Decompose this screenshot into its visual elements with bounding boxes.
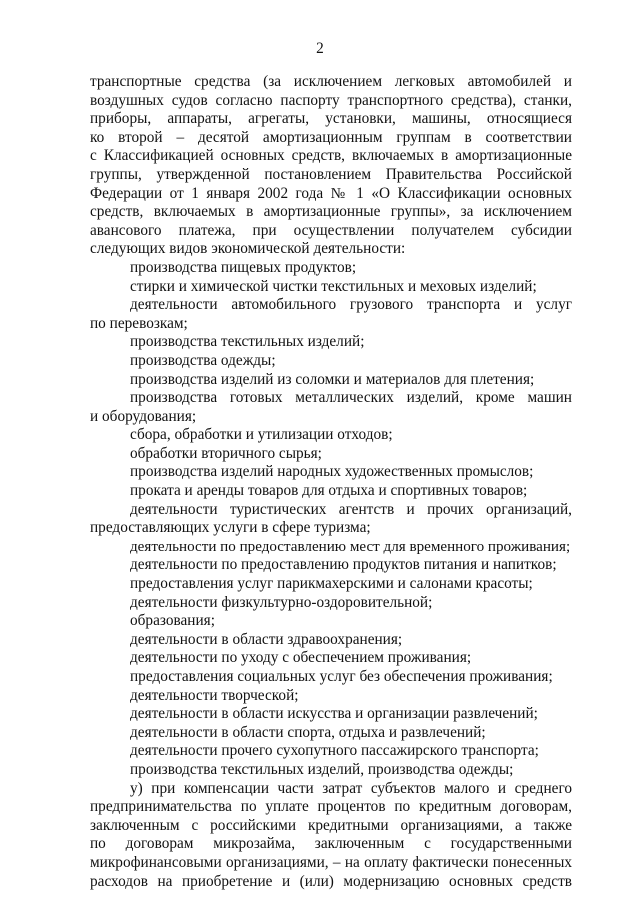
text-line: деятельности по предоставлению мест для временного проживания;	[130, 538, 571, 555]
text-line: проката и аренды товаров для отдыха и спортивных товаров;	[130, 482, 528, 500]
page-number: 2	[316, 40, 324, 57]
text-line: предоставляющих услуги в сфере туризма;	[90, 519, 371, 537]
text-line: деятельности по уходу с обеспечением проживания;	[130, 649, 472, 667]
text-line: деятельности творческой;	[130, 686, 299, 704]
text-line: заключенным с российскими кредитными организациями, а также	[90, 816, 572, 834]
text-line: авансового платежа, при осуществлении получателем субсидии	[90, 221, 572, 239]
text-line: производства одежды;	[130, 351, 276, 369]
text-line: с Классификацией основных средств, включаемых в амортизационные	[90, 147, 572, 165]
text-line: сбора, обработки и утилизации отходов;	[130, 426, 393, 444]
text-line: следующих видов экономической деятельности:	[90, 240, 406, 258]
text-line: производства изделий народных художественных промыслов;	[130, 463, 534, 481]
text-line: деятельности по предоставлению продуктов питания и напитков;	[130, 556, 557, 574]
text-line: деятельности физкультурно-оздоровительной;	[130, 593, 433, 611]
text-line: предоставления услуг парикмахерскими и салонами красоты;	[130, 575, 533, 593]
text-line: деятельности туристических агентств и прочих организаций,	[130, 500, 572, 518]
text-line: деятельности в области здравоохранения;	[130, 630, 403, 648]
text-line: воздушных судов согласно паспорту транспортного средства), станки,	[90, 91, 572, 109]
text-line: производства готовых металлических изделий, кроме машин	[130, 389, 572, 407]
text-line: расходов на приобретение и (или) модернизацию основных средств	[90, 872, 572, 890]
text-line: деятельности автомобильного грузового транспорта и услуг	[130, 296, 572, 314]
text-line: деятельности прочего сухопутного пассажирского транспорта;	[130, 742, 539, 760]
text-line: образования;	[130, 612, 215, 630]
text-line: по договорам микрозайма, заключенным с государственными	[90, 835, 572, 853]
text-line: средств, включаемых в амортизационные группы», за исключением	[90, 203, 572, 221]
text-line: у) при компенсации части затрат субъектов малого и среднего	[130, 779, 572, 797]
text-line: предпринимательства по уплате процентов по кредитным договорам,	[90, 798, 572, 816]
text-line: микрофинансовыми организациями, – на оплату фактически понесенных	[90, 853, 572, 871]
text-line: производства текстильных изделий, производства одежды;	[130, 760, 514, 778]
text-line: и оборудования;	[90, 407, 197, 425]
document-body	[90, 73, 572, 891]
text-line: производства текстильных изделий;	[130, 333, 365, 351]
text-line: деятельности в области спорта, отдыха и развлечений;	[130, 723, 486, 741]
text-line: ко второй – десятой амортизационным группам в соответствии	[90, 128, 572, 146]
text-line: производства изделий из соломки и материалов для плетения;	[130, 370, 535, 388]
text-line: предоставления социальных услуг без обеспечения проживания;	[130, 668, 553, 685]
text-line: группы, утвержденной постановлением Правительства Российской	[90, 165, 572, 183]
text-line: обработки вторичного сырья;	[130, 444, 322, 462]
text-line: приборы, аппараты, агрегаты, установки, машины, относящиеся	[90, 110, 572, 128]
text-line: по перевозкам;	[90, 314, 188, 332]
text-line: транспортные средства (за исключением легковых автомобилей и	[90, 73, 572, 90]
text-line: деятельности в области искусства и организации развлечений;	[130, 705, 538, 723]
text-line: стирки и химической чистки текстильных и меховых изделий;	[130, 277, 537, 295]
text-line: производства пищевых продуктов;	[130, 258, 357, 276]
text-line: Федерации от 1 января 2002 года № 1 «О Классификации основных	[90, 184, 572, 202]
